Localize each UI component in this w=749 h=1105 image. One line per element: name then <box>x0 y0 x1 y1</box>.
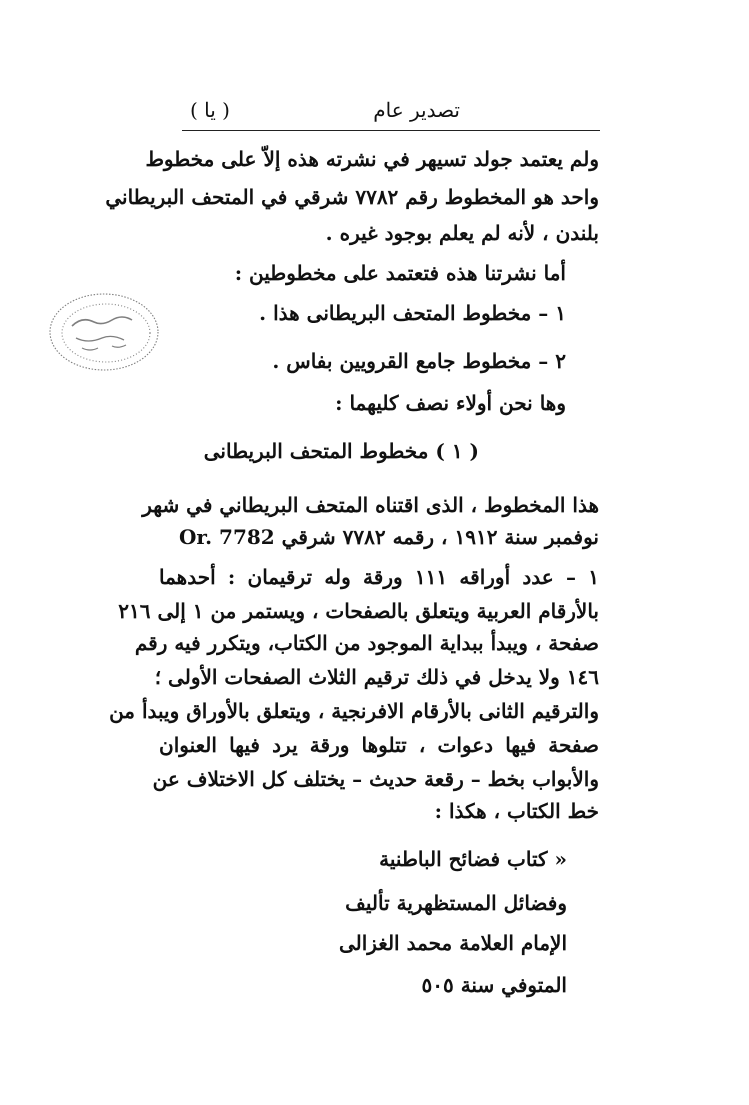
quote-line-1: « كتاب فضائح الباطنية <box>379 847 567 871</box>
intro2-line: أما نشرتنا هذه فتعتمد على مخطوطين : <box>234 261 566 285</box>
point1-line-8: خط الكتاب ، هكذا : <box>434 799 599 823</box>
quote-line-4: المتوفي سنة ٥٠٥ <box>421 973 567 997</box>
point1-line-6: صفحة فيها دعوات ، تتلوها ورقة يرد فيها العنوان <box>159 733 599 757</box>
header-rule <box>182 130 600 131</box>
running-title: تصدير عام <box>373 98 460 122</box>
quote-line-2: وفضائل المستظهرية تأليف <box>345 891 567 915</box>
point1-line-3: صفحة ، ويبدأ ببداية الموجود من الكتاب، ويتكرر فيه رقم <box>134 631 599 655</box>
library-stamp <box>42 288 160 376</box>
section-line-1: هذا المخطوط ، الذى اقتناه المتحف البريطاني في شهر <box>142 493 599 517</box>
section-heading: ( ١ ) مخطوط المتحف البريطانى <box>203 439 479 463</box>
point1-line-2: بالأرقام العربية ويتعلق بالصفحات ، ويستمر من ١ إلى ٢١٦ <box>118 599 599 623</box>
intro-line-3: بلندن ، لأنه لم يعلم بوجود غيره . <box>325 221 599 245</box>
list-item-1: ١ – مخطوط المتحف البريطانى هذا . <box>259 301 566 325</box>
point1-line-4: ١٤٦ ولا يدخل في ذلك ترقيم الثلاث الصفحات الأولى ؛ <box>154 665 599 689</box>
point1-line-5: والترقيم الثانى بالأرقام الافرنجية ، ويتعلق بالأوراق ويبدأ من <box>109 699 599 723</box>
point1-line-1: ١ – عدد أوراقه ١١١ ورقة وله ترقيمان : أحدهما <box>159 565 599 589</box>
intro-line-2: واحد هو المخطوط رقم ٧٧٨٢ شرقي في المتحف البريطاني <box>105 185 599 209</box>
page-number: ( يا ) <box>190 98 230 122</box>
page-header <box>182 94 600 130</box>
quote-line-3: الإمام العلامة محمد الغزالى <box>338 931 567 955</box>
list-item-2: ٢ – مخطوط جامع القرويين بفاس . <box>272 349 566 373</box>
point1-line-7: والأبواب بخط – رقعة حديث – يختلف كل الاختلاف عن <box>152 767 599 791</box>
intro-line-1: ولم يعتمد جولد تسيهر في نشرته هذه إلاّ على مخطوط <box>145 147 599 171</box>
describe-line: وها نحن أولاء نصف كليهما : <box>335 391 566 415</box>
section-line-2: نوفمبر سنة ١٩١٢ ، رقمه ٧٧٨٢ شرقي Or. 7782 <box>178 525 599 549</box>
